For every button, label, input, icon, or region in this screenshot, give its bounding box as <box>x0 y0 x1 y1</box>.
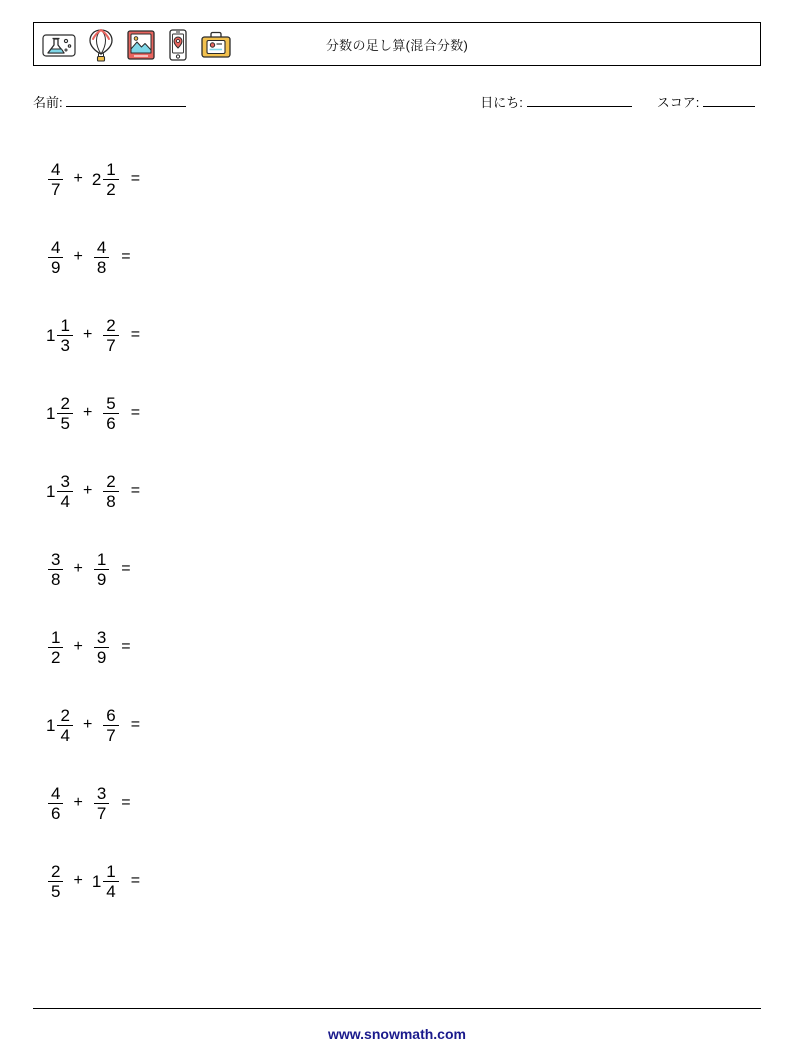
right-denominator: 4 <box>106 881 116 901</box>
right-numerator: 2 <box>106 471 116 491</box>
left-denominator: 6 <box>51 803 61 823</box>
left-term <box>46 707 74 744</box>
right-term <box>101 473 119 510</box>
left-denominator: 4 <box>60 725 70 745</box>
right-term <box>101 707 119 744</box>
left-whole: 1 <box>46 403 56 423</box>
right-numerator: 1 <box>96 549 107 569</box>
right-numerator: 4 <box>96 237 107 257</box>
left-term <box>46 317 74 354</box>
problem-expression <box>46 161 140 198</box>
date-input-blank[interactable] <box>527 94 632 107</box>
right-numerator: 3 <box>96 627 107 647</box>
right-numerator: 2 <box>106 315 116 335</box>
problem-expression <box>46 239 131 276</box>
right-term <box>101 317 119 354</box>
right-term <box>92 239 110 276</box>
meta-row <box>33 92 761 114</box>
right-term <box>92 629 110 666</box>
problem-list <box>46 140 746 920</box>
score-label: スコア: <box>656 95 700 110</box>
right-numerator: 1 <box>106 861 116 881</box>
left-fraction <box>48 785 63 822</box>
date-label: 日にち: <box>480 95 523 110</box>
left-term <box>46 863 64 900</box>
left-denominator: 5 <box>51 881 61 901</box>
score-input-blank[interactable] <box>703 94 755 107</box>
name-input-blank[interactable] <box>66 94 186 107</box>
right-fraction <box>103 161 118 198</box>
problem-expression <box>46 473 140 510</box>
equals-sign: = <box>130 326 141 343</box>
left-term <box>46 785 64 822</box>
right-fraction <box>103 707 118 744</box>
problem-row <box>46 842 746 920</box>
problem-row <box>46 608 746 686</box>
right-denominator: 2 <box>106 179 116 199</box>
left-numerator: 2 <box>51 861 61 881</box>
left-numerator: 2 <box>60 393 70 413</box>
operator: + <box>73 872 83 889</box>
right-whole: 1 <box>91 871 102 891</box>
left-term <box>46 629 64 666</box>
left-term <box>46 161 64 198</box>
left-numerator: 2 <box>60 705 70 725</box>
right-denominator: 8 <box>106 491 116 511</box>
right-fraction <box>103 395 118 432</box>
right-term <box>92 161 120 198</box>
operator: + <box>82 716 93 733</box>
right-term <box>92 785 110 822</box>
problem-row <box>46 530 746 608</box>
equals-sign: = <box>130 404 141 421</box>
left-term <box>46 239 64 276</box>
left-whole: 1 <box>46 325 56 345</box>
problem-expression <box>46 629 131 666</box>
left-whole: 1 <box>46 715 56 735</box>
left-numerator: 3 <box>51 549 61 569</box>
operator: + <box>73 560 83 577</box>
footer-divider <box>33 1008 761 1009</box>
right-whole: 2 <box>91 169 102 189</box>
right-term <box>101 395 119 432</box>
right-fraction <box>103 317 118 354</box>
equals-sign: = <box>130 872 141 889</box>
equals-sign: = <box>130 170 141 187</box>
problem-expression <box>46 395 140 432</box>
equals-sign: = <box>121 794 131 811</box>
right-denominator: 7 <box>106 725 116 745</box>
footer-url[interactable]: www.snowmath.com <box>328 1026 466 1042</box>
left-numerator: 4 <box>51 237 61 257</box>
name-field-group <box>33 92 186 111</box>
right-denominator: 8 <box>96 257 107 277</box>
operator: + <box>73 794 83 811</box>
left-numerator: 3 <box>60 471 70 491</box>
left-denominator: 5 <box>60 413 70 433</box>
left-fraction <box>48 863 63 900</box>
operator: + <box>73 638 83 655</box>
problem-expression <box>46 317 140 354</box>
right-numerator: 1 <box>106 159 116 179</box>
right-fraction <box>94 551 109 588</box>
name-label: 名前: <box>33 95 63 110</box>
problem-expression <box>46 551 131 588</box>
problem-row <box>46 764 746 842</box>
right-denominator: 7 <box>106 335 116 355</box>
left-denominator: 7 <box>51 179 61 199</box>
right-term <box>92 551 110 588</box>
right-denominator: 9 <box>96 569 107 589</box>
right-term <box>92 863 120 900</box>
problem-row <box>46 452 746 530</box>
header-box <box>33 22 761 66</box>
problem-expression <box>46 863 140 900</box>
left-numerator: 1 <box>51 627 61 647</box>
left-fraction <box>48 551 63 588</box>
equals-sign: = <box>121 560 131 577</box>
right-fraction <box>94 785 109 822</box>
left-term <box>46 551 64 588</box>
right-denominator: 9 <box>96 647 107 667</box>
left-whole: 1 <box>46 481 56 501</box>
equals-sign: = <box>130 482 141 499</box>
left-denominator: 9 <box>51 257 61 277</box>
problem-row <box>46 374 746 452</box>
left-fraction <box>57 395 72 432</box>
right-fraction <box>103 473 118 510</box>
problem-row <box>46 218 746 296</box>
right-denominator: 7 <box>96 803 107 823</box>
left-denominator: 3 <box>60 335 70 355</box>
right-numerator: 6 <box>106 705 116 725</box>
problem-expression <box>46 785 131 822</box>
left-numerator: 4 <box>51 783 61 803</box>
problem-row <box>46 296 746 374</box>
left-fraction <box>57 707 72 744</box>
right-numerator: 3 <box>96 783 107 803</box>
left-fraction <box>48 239 63 276</box>
left-fraction <box>57 317 72 354</box>
right-denominator: 6 <box>106 413 116 433</box>
equals-sign: = <box>130 716 141 733</box>
left-term <box>46 473 74 510</box>
right-fraction <box>94 629 109 666</box>
left-numerator: 4 <box>51 159 61 179</box>
worksheet-title: 分数の足し算(混合分数) <box>325 37 469 53</box>
left-fraction <box>57 473 72 510</box>
problem-row <box>46 140 746 218</box>
operator: + <box>82 326 93 343</box>
left-term <box>46 395 74 432</box>
left-denominator: 2 <box>51 647 61 667</box>
operator: + <box>73 248 83 265</box>
operator: + <box>82 482 93 499</box>
problem-expression <box>46 707 140 744</box>
equals-sign: = <box>121 638 131 655</box>
operator: + <box>82 404 93 421</box>
left-fraction <box>48 161 63 198</box>
operator: + <box>73 170 83 187</box>
date-score-group <box>480 92 755 111</box>
left-denominator: 4 <box>60 491 70 511</box>
left-numerator: 1 <box>60 315 70 335</box>
left-denominator: 8 <box>51 569 61 589</box>
problem-row <box>46 686 746 764</box>
equals-sign: = <box>121 248 131 265</box>
right-fraction <box>94 239 109 276</box>
left-fraction <box>48 629 63 666</box>
right-fraction <box>103 863 118 900</box>
right-numerator: 5 <box>106 393 116 413</box>
